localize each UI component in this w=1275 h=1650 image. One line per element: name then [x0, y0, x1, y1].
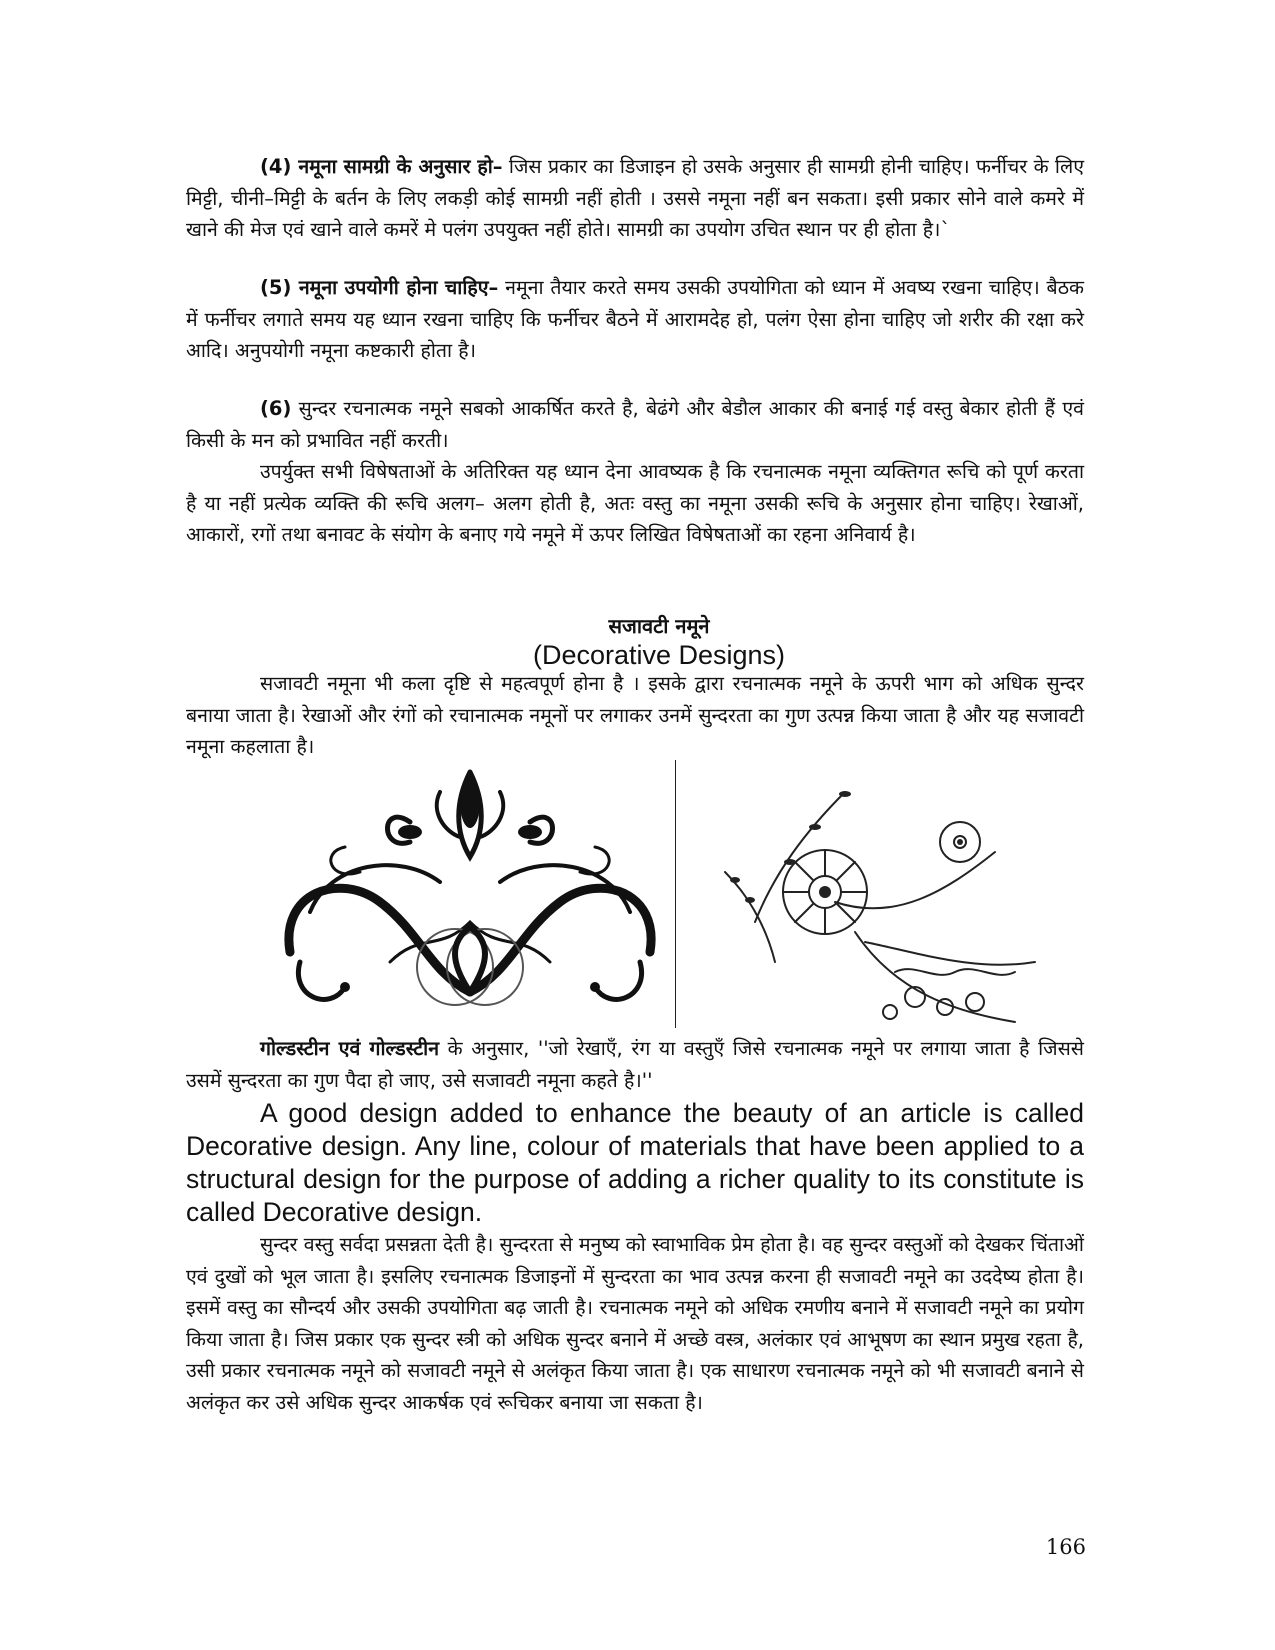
point-6-text: सुन्दर रचनात्मक नमूने सबको आकर्षित करते है, बेढंगे और बेडौल आकार की बनाई गई वस्तु बेकार होती हैं एवं किसी के मन को प्रभावित नहीं करती। — [186, 397, 1084, 452]
summary-text: उपर्युक्त सभी विषेषताओं के अतिरिक्त यह ध्यान देना आवष्यक है कि रचनात्मक नमूना व्यक्तिगत रूचि को पूर्ण करता है या नहीं प्रत्येक व्यक्ति की रूचि अलग– अलग होती है, अतः वस्तु का नमूना उसकी रूचि के अनुसार होना चाहिए। रेखाओं, आकारों, रगों तथा बनावट के संयोग के बनाए गये नमूने में ऊपर लिखित विषेषताओं का रहना अनिवार्य है। — [186, 460, 1084, 546]
image-divider — [675, 760, 676, 1028]
paragraph-goldstein-quote — [186, 1033, 1084, 1096]
paragraph-point-5 — [186, 272, 1084, 367]
point-5-heading: (5) नमूना उपयोगी होना चाहिए– — [260, 276, 499, 299]
point-6-heading: (6) — [260, 397, 292, 420]
decorative-intro-text: सजावटी नमूना भी कला दृष्टि से महत्वपूर्ण होना है । इसके द्वारा रचनात्मक नमूने के ऊपरी भाग को अधिक सुन्दर बनाया जाता है। रेखाओं और रंगों को रचानात्मक नमूनों पर लगाकर उनमें सुन्दरता का गुण उत्पन्न किया जाता है और यह सजावटी नमूना कहलाता है। — [186, 672, 1084, 758]
goldstein-heading: गोल्डस्टीन एवं गोल्डस्टीन — [260, 1037, 440, 1060]
paragraph-decorative-intro — [186, 668, 1084, 763]
ornamental-swirl-image — [270, 762, 670, 1030]
paragraph-point-6 — [186, 393, 1084, 456]
point-5-text: नमूना तैयार करते समय उसकी उपयोगिता को ध्यान में अवष्य रखना चाहिए। बैठक में फर्नीचर लगाते समय यह ध्यान रखना चाहिए कि फर्नीचर बैठने में आरामदेह हो, पलंग ऐसा होना चाहिए जो शरीर की रक्षा करे आदि। अनुपयोगी नमूना कष्टकारी होता है। — [186, 276, 1084, 362]
floral-sketch-image — [715, 772, 1055, 1034]
page-number: 166 — [1045, 1535, 1086, 1559]
point-4-text: जिस प्रकार का डिजाइन हो उसके अनुसार ही सामग्री होनी चाहिए। फर्नीचर के लिए मिट्टी, चीनी–मिट्टी के बर्तन के लिए लकड़ी कोई सामग्री नहीं होती । उससे नमूना नहीं बन सकता। इसी प्रकार सोने वाले कमरे में खाने की मेज एवं खाने वाले कमरें मे पलंग उपयुक्त नहीं होते। सामग्री का उपयोग उचित स्थान पर ही होता है।` — [186, 155, 1084, 241]
point-4-heading: (4) नमूना सामग्री के अनुसार हो– — [260, 155, 503, 178]
goldstein-text: के अनुसार, ''जो रेखाएँ, रंग या वस्तुएँ जिसे रचनात्मक नमूने पर लगाया जाता है जिससे उसमें सुन्दरता का गुण पैदा हो जाए, उसे सजावटी नमूना कहते है।'' — [186, 1037, 1084, 1092]
section-title-english: (Decorative Designs) — [532, 640, 786, 670]
section-title-hindi: सजावटी नमूने — [608, 614, 710, 638]
english-definition-text: A good design added to enhance the beauty of an article is called Decorative design. Any line, colour of materials that have been applied to a structural design for the purpose of adding a richer quality to its constitute is called Decorative design. — [186, 1098, 1084, 1227]
paragraph-beauty — [186, 1229, 1084, 1418]
beauty-text: सुन्दर वस्तु सर्वदा प्रसन्नता देती है। सुन्दरता से मनुष्य को स्वाभाविक प्रेम होता है। वह सुन्दर वस्तुओं को देखकर चिंताओं एवं दुखों को भूल जाता है। इसलिए रचनात्मक डिजाइनों में सुन्दरता का भाव उत्पन्न करना ही सजावटी नमूने का उददेष्य होता है। इसमें वस्तु का सौन्दर्य और उसकी उपयोगिता बढ़ जाती है। रचनात्मक नमूने को अधिक रमणीय बनाने में सजावटी नमूने का प्रयोग किया जाता है। जिस प्रकार एक सुन्दर स्त्री को अधिक सुन्दर बनाने में अच्छे वस्त्र, अलंकार एवं आभूषण का स्थान प्रमुख रहता है, उसी प्रकार रचनात्मक नमूने को सजावटी नमूने से अलंकृत किया जाता है। एक साधारण रचनात्मक नमूने को भी सजावटी बनाने से अलंकृत कर उसे अधिक सुन्दर आकर्षक एवं रूचिकर बनाया जा सकता है। — [186, 1233, 1084, 1414]
paragraph-point-4 — [186, 151, 1084, 246]
paragraph-summary — [186, 456, 1084, 551]
paragraph-english-definition — [186, 1097, 1084, 1229]
